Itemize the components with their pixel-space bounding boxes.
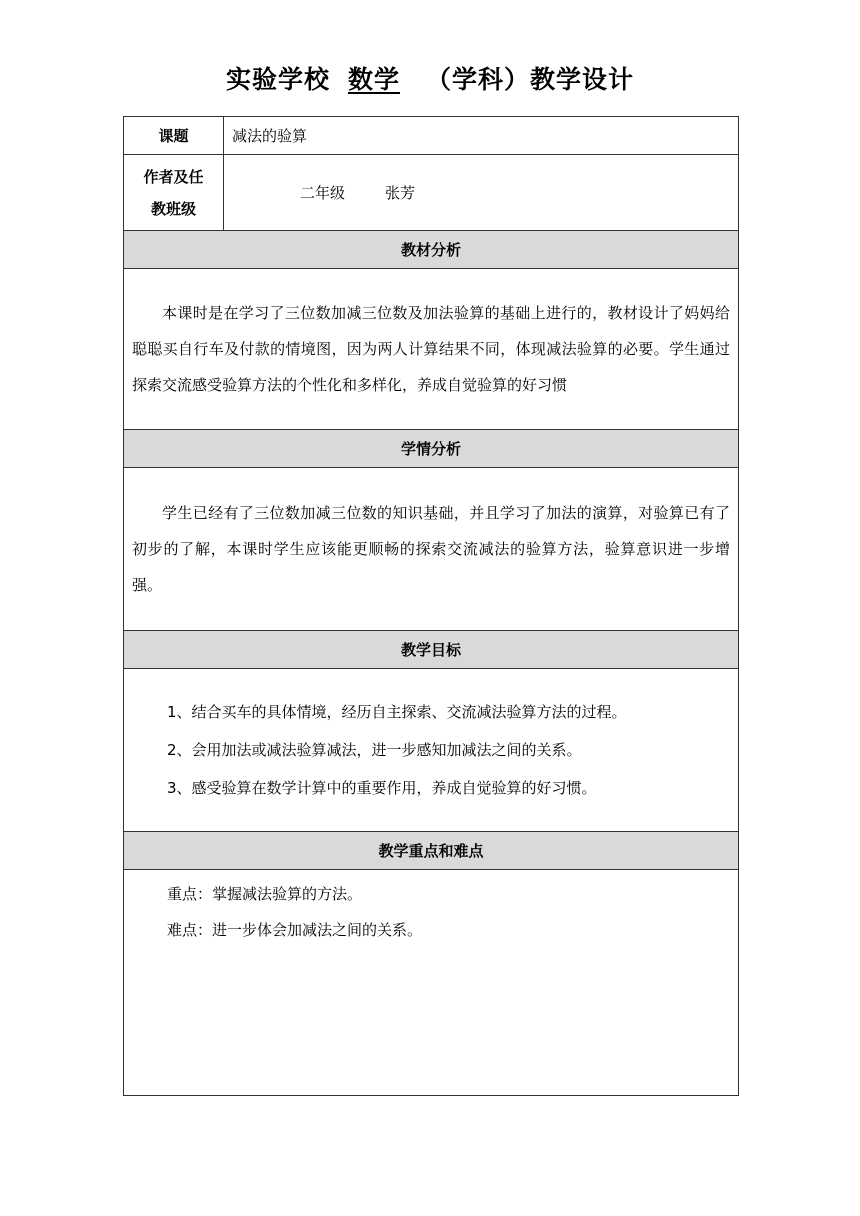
- keypoints-content-row: [124, 870, 739, 1096]
- goal-item: 2、会用加法或减法验算减法，进一步感知加减法之间的关系。: [167, 741, 582, 759]
- material-content-row: [124, 269, 739, 430]
- author-label: [124, 155, 224, 231]
- keypoints-content: [124, 870, 739, 1096]
- document-title: [0, 60, 860, 96]
- students-heading: 学情分析: [124, 430, 739, 468]
- title-suffix: （学科）教学设计: [426, 65, 635, 94]
- goals-heading: 教学目标: [124, 631, 739, 669]
- students-text: 学生已经有了三位数加减三位数的知识基础，并且学习了加法的演算，对验算已有了初步的了解，本课时学生应该能更顺畅的探索交流减法的验算方法，验算意识进一步增强。: [124, 468, 739, 631]
- title-subject-underlined: [330, 65, 426, 94]
- keypoints-heading: 教学重点和难点: [124, 832, 739, 870]
- author-row: [124, 155, 739, 231]
- topic-value: 减法的验算: [224, 117, 739, 155]
- goals-content-row: [124, 669, 739, 832]
- keypoints-heading-row: [124, 832, 739, 870]
- title-subject: 数学: [347, 65, 400, 94]
- author-label-line-2: 教班级: [150, 199, 196, 218]
- students-heading-row: [124, 430, 739, 468]
- goal-item: 1、结合买车的具体情境，经历自主探索、交流减法验算方法的过程。: [167, 703, 627, 721]
- goals-list: [124, 669, 739, 832]
- topic-label: 课题: [124, 117, 224, 155]
- goals-heading-row: [124, 631, 739, 669]
- lesson-plan-table: [123, 116, 739, 1096]
- teacher-name: 张芳: [385, 184, 416, 202]
- material-text: 本课时是在学习了三位数加减三位数及加法验算的基础上进行的，教材设计了妈妈给聪聪买自行车及付款的情境图，因为两人计算结果不同，体现减法验算的必要。学生通过探索交流感受验算方法的个性化和多样化，养成自觉验算的好习惯: [124, 269, 739, 430]
- material-heading: 教材分析: [124, 231, 739, 269]
- key-point: 重点：掌握减法验算的方法。: [167, 885, 363, 903]
- title-school: 实验学校: [225, 65, 330, 94]
- topic-row: [124, 117, 739, 155]
- material-heading-row: [124, 231, 739, 269]
- students-content-row: [124, 468, 739, 631]
- grade-value: 二年级: [300, 184, 346, 202]
- author-value: [224, 155, 739, 231]
- difficulty-point: 难点：进一步体会加减法之间的关系。: [167, 921, 423, 939]
- goal-item: 3、感受验算在数学计算中的重要作用，养成自觉验算的好习惯。: [167, 779, 597, 797]
- author-label-line-1: 作者及任: [143, 167, 204, 186]
